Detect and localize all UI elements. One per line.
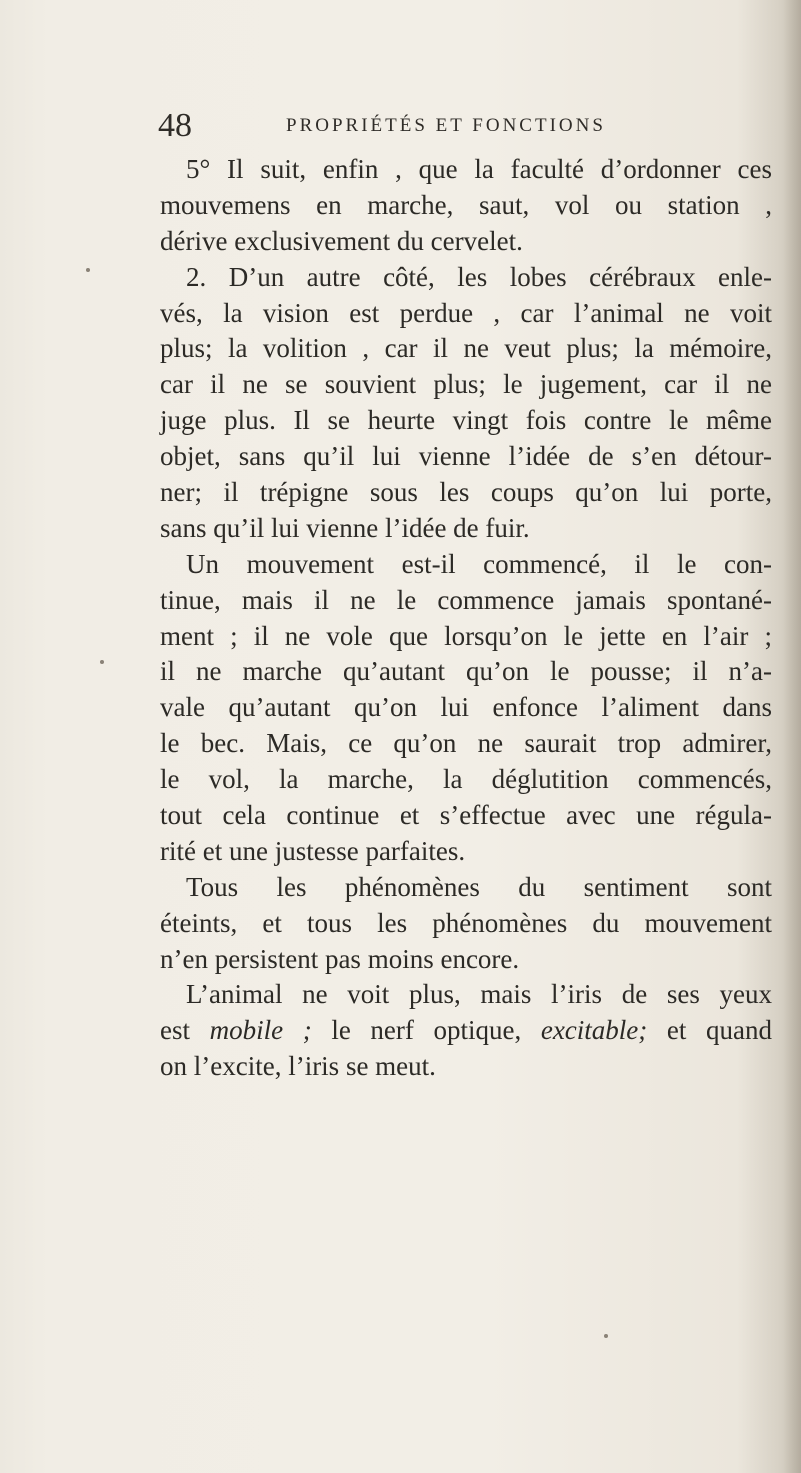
text-line: n’en persistent pas moins encore. <box>160 943 520 974</box>
text-line: vés, la vision est perdue , car l’animal ne voit <box>160 297 772 328</box>
text-line: le vol, la marche, la déglutition commencés, <box>160 764 772 795</box>
paper-speck <box>100 660 104 664</box>
text-line: 2. D’un autre côté, les lobes cérébraux enle- <box>186 261 772 292</box>
text-line: juge plus. Il se heurte vingt fois contre le même <box>160 405 772 436</box>
text-line: Un mouvement est-il commencé, il le con- <box>186 548 772 579</box>
body-text <box>160 152 772 1085</box>
text-segment: et quand <box>647 1015 772 1046</box>
text-line: vale qu’autant qu’on lui enfonce l’aliment dans <box>160 692 772 723</box>
text-line: sans qu’il lui vienne l’idée de fuir. <box>160 512 530 543</box>
text-line: rité et une justesse parfaites. <box>160 835 466 866</box>
text-line: tout cela continue et s’effectue avec une régula- <box>160 800 772 831</box>
text-line: éteints, et tous les phénomènes du mouvement <box>160 907 772 938</box>
text-line: Tous les phénomènes du sentiment sont <box>186 871 772 902</box>
italic-word-mobile: mobile ; <box>209 1015 312 1046</box>
text-line: ment ; il ne vole que lorsqu’on le jette en l’air ; <box>160 620 772 651</box>
text-line: il ne marche qu’autant qu’on le pousse; il n’a- <box>160 656 772 687</box>
text-line: car il ne se souvient plus; le jugement, car il ne <box>160 369 772 400</box>
text-line: ner; il trépigne sous les coups qu’on lui porte, <box>160 477 772 508</box>
text-line: objet, sans qu’il lui vienne l’idée de s’en détour- <box>160 441 772 472</box>
text-line: on l’excite, l’iris se meut. <box>160 1051 436 1082</box>
page-edge-shadow <box>783 0 801 1473</box>
text-line-with-italics <box>160 1013 772 1049</box>
page-header <box>158 104 658 148</box>
paper-speck <box>86 268 90 272</box>
running-title: PROPRIÉTÉS ET FONCTIONS <box>286 115 606 136</box>
text-line: mouvemens en marche, saut, vol ou station , <box>160 189 772 220</box>
italic-word-excitable: excitable; <box>540 1015 648 1046</box>
text-line: tinue, mais il ne le commence jamais spontané- <box>160 584 772 615</box>
text-segment: est <box>160 1015 210 1046</box>
page-number: 48 <box>158 107 192 144</box>
text-line: le bec. Mais, ce qu’on ne saurait trop admirer, <box>160 728 772 759</box>
text-line: plus; la volition , car il ne veut plus; la mémoire, <box>160 333 772 364</box>
paper-speck <box>604 1334 608 1338</box>
text-line: 5° Il suit, enfin , que la faculté d’ordonner ces <box>186 154 772 184</box>
text-segment: le nerf optique, <box>311 1015 541 1046</box>
text-line: dérive exclusivement du cervelet. <box>160 225 523 256</box>
text-line: L’animal ne voit plus, mais l’iris de ses yeux <box>186 979 772 1010</box>
